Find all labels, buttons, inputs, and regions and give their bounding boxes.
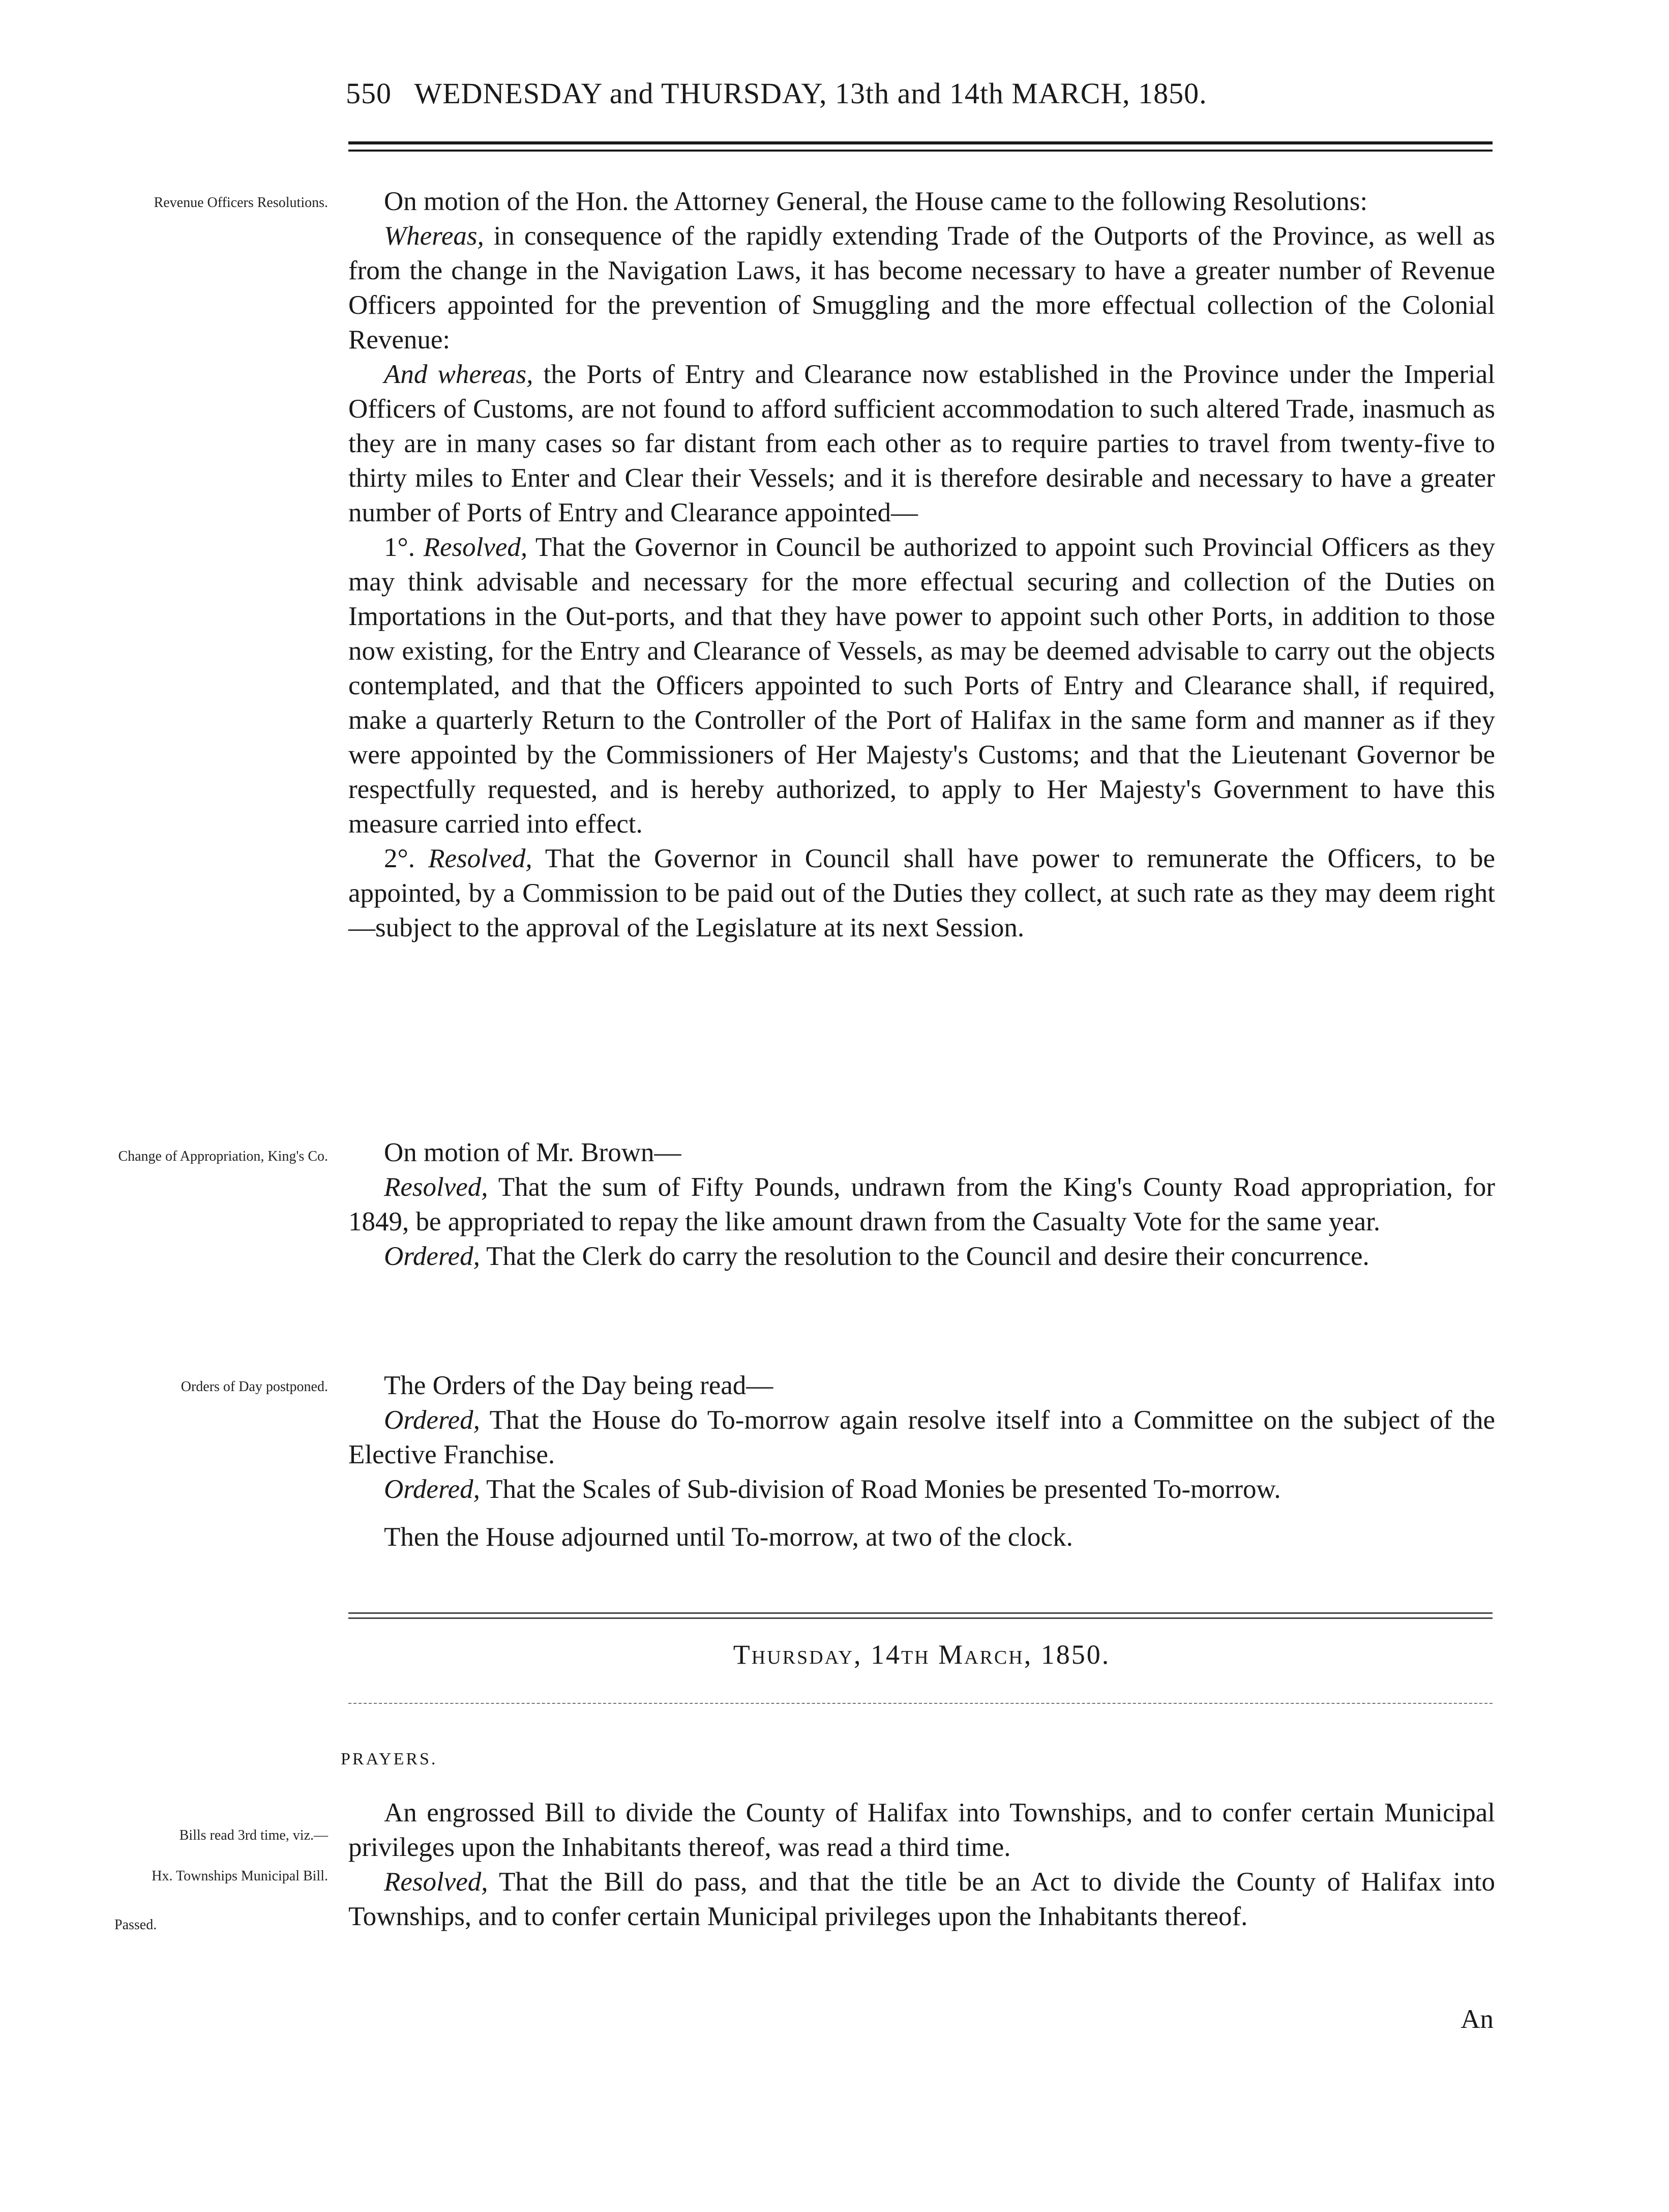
margin-note-revenue: Revenue Officers Resolutions. bbox=[154, 195, 328, 211]
resolution-1-number: 1°. bbox=[384, 533, 415, 562]
margin-note-hx-townships: Hx. Townships Municipal Bill. bbox=[152, 1868, 328, 1884]
paragraph-orders-read: The Orders of the Day being read— bbox=[384, 1371, 773, 1400]
resolution-2-lead: Resolved, bbox=[428, 844, 532, 873]
section-rule-top bbox=[348, 1612, 1493, 1614]
resolution-1-lead: Resolved, bbox=[423, 533, 528, 562]
paragraph-resolution-1 bbox=[348, 530, 1495, 841]
bills-block bbox=[348, 1795, 1495, 1934]
kings-county-block bbox=[348, 1135, 1495, 1274]
bill-resolved-lead: Resolved, bbox=[384, 1867, 488, 1897]
prayers-heading: PRAYERS. bbox=[341, 1750, 438, 1768]
paragraph-and-whereas bbox=[348, 357, 1495, 530]
and-whereas-text: the Ports of Entry and Clearance now established in the Province under the Imperial Officers of Customs, are not found to afford sufficient accommodation to such altered Trade, inasmuch as they are in many cases so far distant from each other as to require parties to travel from twenty-five to thirty miles to Enter and Clear their Vessels; and it is therefore desirable and necessary to have a greater number of Ports of Entry and Clearance appointed— bbox=[348, 360, 1495, 527]
paragraph-resolution-2 bbox=[348, 841, 1495, 945]
and-whereas-lead: And whereas, bbox=[384, 360, 533, 389]
paragraph-whereas bbox=[348, 219, 1495, 357]
section-rule-top-2 bbox=[348, 1617, 1493, 1619]
resolution-2-number: 2°. bbox=[384, 844, 415, 873]
margin-note-passed: Passed. bbox=[114, 1917, 157, 1933]
kings-resolved-lead: Resolved, bbox=[384, 1172, 488, 1202]
scales-ordered-lead: Ordered, bbox=[384, 1474, 480, 1504]
paragraph-franchise-ordered bbox=[348, 1403, 1495, 1472]
scales-ordered-text: That the Scales of Sub-division of Road Monies be presented To-morrow. bbox=[480, 1474, 1281, 1504]
kings-resolved-text: That the sum of Fifty Pounds, undrawn from the King's County Road appropriation, for 1849, be appropriated to repay the like amount drawn from the Casualty Vote for the same year. bbox=[348, 1172, 1495, 1236]
paragraph-adjourned: Then the House adjourned until To-morrow, at two of the clock. bbox=[384, 1522, 1073, 1552]
franchise-ordered-text: That the House do To-morrow again resolve itself into a Committee on the subject of the Elective Franchise. bbox=[348, 1405, 1495, 1469]
paragraph-motion-attorney: On motion of the Hon. the Attorney General, the House came to the following Resolutions: bbox=[384, 187, 1368, 216]
paragraph-bill-resolved bbox=[348, 1865, 1495, 1934]
clerk-ordered-lead: Ordered, bbox=[384, 1242, 480, 1271]
running-head bbox=[346, 76, 1515, 110]
margin-note-bills: Bills read 3rd time, viz.— bbox=[179, 1827, 328, 1843]
resolution-2-text: That the Governor in Council shall have power to remunerate the Officers, to be appointed, by a Commission to be paid out of the Duties they collect, at such rate as they may deem right—subject to the approval of the Legislature at its next Session. bbox=[348, 844, 1496, 942]
bill-resolved-text: That the Bill do pass, and that the title be an Act to divide the County of Halifax into Townships, and to confer certain Municipal privileges upon the Inhabitants thereof. bbox=[348, 1867, 1495, 1931]
paragraph-scales-ordered bbox=[348, 1472, 1495, 1507]
paragraph-kings-resolved bbox=[348, 1170, 1495, 1239]
margin-note-orders-day: Orders of Day postponed. bbox=[181, 1379, 328, 1395]
page-number: 550 bbox=[346, 77, 392, 110]
paragraph-engrossed-bill: An engrossed Bill to divide the County of Halifax into Townships, and to confer certain Municipal privileges upon the Inhabitants thereof, was read a third time. bbox=[348, 1798, 1495, 1862]
paragraph-motion-brown: On motion of Mr. Brown— bbox=[384, 1138, 681, 1167]
catchword: An bbox=[1461, 2004, 1494, 2034]
resolution-1-text: That the Governor in Council be authorized to appoint such Provincial Officers as they may think advisable and necessary for the more effectual securing and collection of the Duties on Importations in the Out-ports, and that they have power to appoint such other Ports, in addition to those now existing, for the Entry and Clearance of Vessels, as may be deemed advisable to carry out the objects contemplated, and that the Officers appointed to such Ports of Entry and Clearance shall, if required, make a quarterly Return to the Controller of the Port of Halifax in the same form and manner as if they were appointed by the Commissioners of Her Majesty's Customs; and that the Lieutenant Governor be respectfully requested, and is hereby authorized, to apply to Her Majesty's Government to have this measure carried into effect. bbox=[348, 533, 1495, 839]
orders-day-block bbox=[348, 1368, 1495, 1554]
running-title: WEDNESDAY and THURSDAY, 13th and 14th MARCH, 1850. bbox=[414, 77, 1207, 110]
whereas-lead: Whereas, bbox=[384, 221, 484, 251]
section-title: Thursday, 14th March, 1850. bbox=[733, 1639, 1111, 1670]
margin-note-kings-co: Change of Appropriation, King's Co. bbox=[118, 1148, 328, 1164]
header-rule bbox=[348, 141, 1493, 152]
resolutions-block bbox=[348, 184, 1495, 945]
paragraph-clerk-ordered bbox=[348, 1239, 1495, 1274]
franchise-ordered-lead: Ordered, bbox=[384, 1405, 480, 1435]
clerk-ordered-text: That the Clerk do carry the resolution to the Council and desire their concurrence. bbox=[480, 1242, 1369, 1271]
whereas-text: in consequence of the rapidly extending Trade of the Outports of the Province, as well as from the change in the Navigation Laws, it has become necessary to have a greater number of Revenue Officers appointed for the prevention of Smuggling and the more effectual collection of the Colonial Revenue: bbox=[348, 221, 1495, 355]
section-rule-bottom bbox=[348, 1703, 1493, 1704]
